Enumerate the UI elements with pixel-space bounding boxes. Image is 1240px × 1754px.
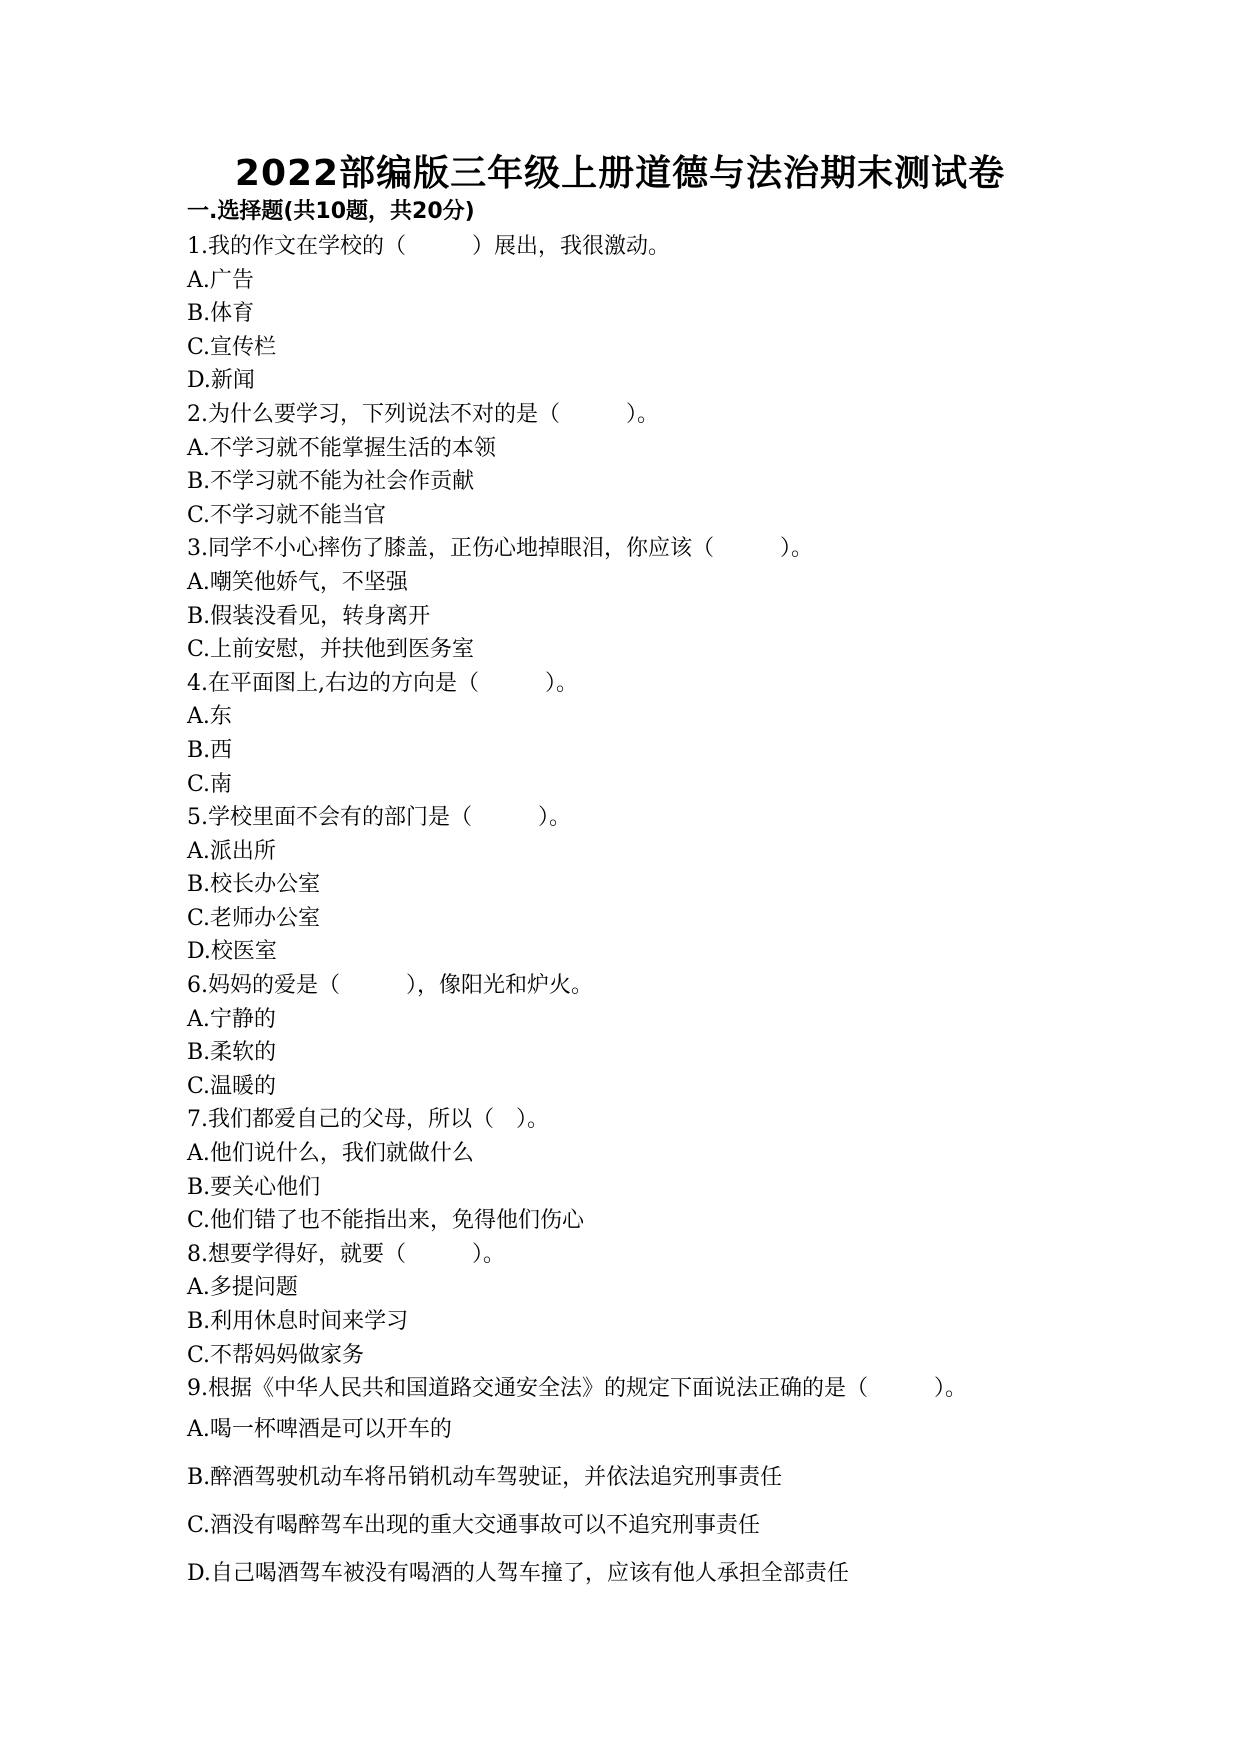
question-9 bbox=[187, 1372, 1137, 1598]
option: B.不学习就不能为社会作贡献 bbox=[187, 469, 475, 495]
option: B.校长办公室 bbox=[187, 872, 321, 898]
option: D.自己喝酒驾车被没有喝酒的人驾车撞了，应该有他人承担全部责任 bbox=[187, 1560, 849, 1586]
question-6 bbox=[187, 969, 1137, 1103]
option: C.上前安慰，并扶他到医务室 bbox=[187, 637, 475, 663]
option: A.不学习就不能掌握生活的本领 bbox=[187, 435, 496, 461]
option: D.新闻 bbox=[187, 368, 255, 394]
question-stem: 2.为什么要学习，下列说法不对的是（ ）。 bbox=[187, 401, 659, 427]
option: A.喝一杯啤酒是可以开车的 bbox=[187, 1416, 452, 1442]
option: A.多提问题 bbox=[187, 1275, 298, 1301]
section-heading: 一.选择题(共10题，共20分) bbox=[187, 199, 475, 224]
option: C.不帮妈妈做家务 bbox=[187, 1342, 365, 1368]
option: A.派出所 bbox=[187, 838, 276, 864]
option: C.他们错了也不能指出来，免得他们伤心 bbox=[187, 1208, 585, 1234]
option-group bbox=[187, 1406, 1137, 1598]
option: B.假装没看见，转身离开 bbox=[187, 603, 431, 629]
option: B.利用休息时间来学习 bbox=[187, 1309, 409, 1334]
option: B.醉酒驾驶机动车将吊销机动车驾驶证，并依法追究刑事责任 bbox=[187, 1464, 783, 1490]
option: B.要关心他们 bbox=[187, 1174, 321, 1200]
option: A.东 bbox=[187, 704, 232, 730]
question-stem: 5.学校里面不会有的部门是（ ）。 bbox=[187, 805, 571, 831]
question-list bbox=[187, 230, 1137, 1598]
option: A.他们说什么，我们就做什么 bbox=[187, 1141, 474, 1167]
question-stem: 4.在平面图上,右边的方向是（ ）。 bbox=[187, 670, 578, 696]
question-3 bbox=[187, 532, 1137, 666]
option: C.南 bbox=[187, 771, 233, 797]
option: A.嘲笑他娇气，不坚强 bbox=[187, 569, 408, 595]
question-stem: 7.我们都爱自己的父母，所以（ ）。 bbox=[187, 1107, 549, 1133]
option: C.温暖的 bbox=[187, 1073, 277, 1099]
option: B.西 bbox=[187, 737, 233, 763]
option: C.酒没有喝醉驾车出现的重大交通事故可以不追究刑事责任 bbox=[187, 1512, 761, 1538]
question-stem: 9.根据《中华人民共和国道路交通安全法》的规定下面说法正确的是（ ）。 bbox=[187, 1376, 967, 1402]
question-2 bbox=[187, 398, 1137, 532]
option: B.柔软的 bbox=[187, 1040, 277, 1066]
question-5 bbox=[187, 801, 1137, 969]
question-stem: 1.我的作文在学校的（ ）展出，我很激动。 bbox=[187, 234, 670, 259]
option: D.校医室 bbox=[187, 939, 277, 965]
option: C.不学习就不能当官 bbox=[187, 502, 387, 528]
question-stem: 6.妈妈的爱是（ ），像阳光和炉火。 bbox=[187, 973, 593, 999]
question-7 bbox=[187, 1103, 1137, 1237]
option: B.体育 bbox=[187, 301, 255, 327]
question-1 bbox=[187, 230, 1137, 398]
option: C.宣传栏 bbox=[187, 334, 277, 360]
question-8 bbox=[187, 1238, 1137, 1372]
question-stem: 8.想要学得好，就要（ ）。 bbox=[187, 1241, 505, 1267]
option: A.广告 bbox=[187, 267, 254, 293]
question-stem: 3.同学不小心摔伤了膝盖，正伤心地掉眼泪，你应该（ ）。 bbox=[187, 536, 813, 562]
question-4 bbox=[187, 667, 1137, 801]
page-title: 2022部编版三年级上册道德与法治期末测试卷 bbox=[234, 153, 1006, 194]
option: C.老师办公室 bbox=[187, 905, 321, 931]
option: A.宁静的 bbox=[187, 1006, 276, 1032]
